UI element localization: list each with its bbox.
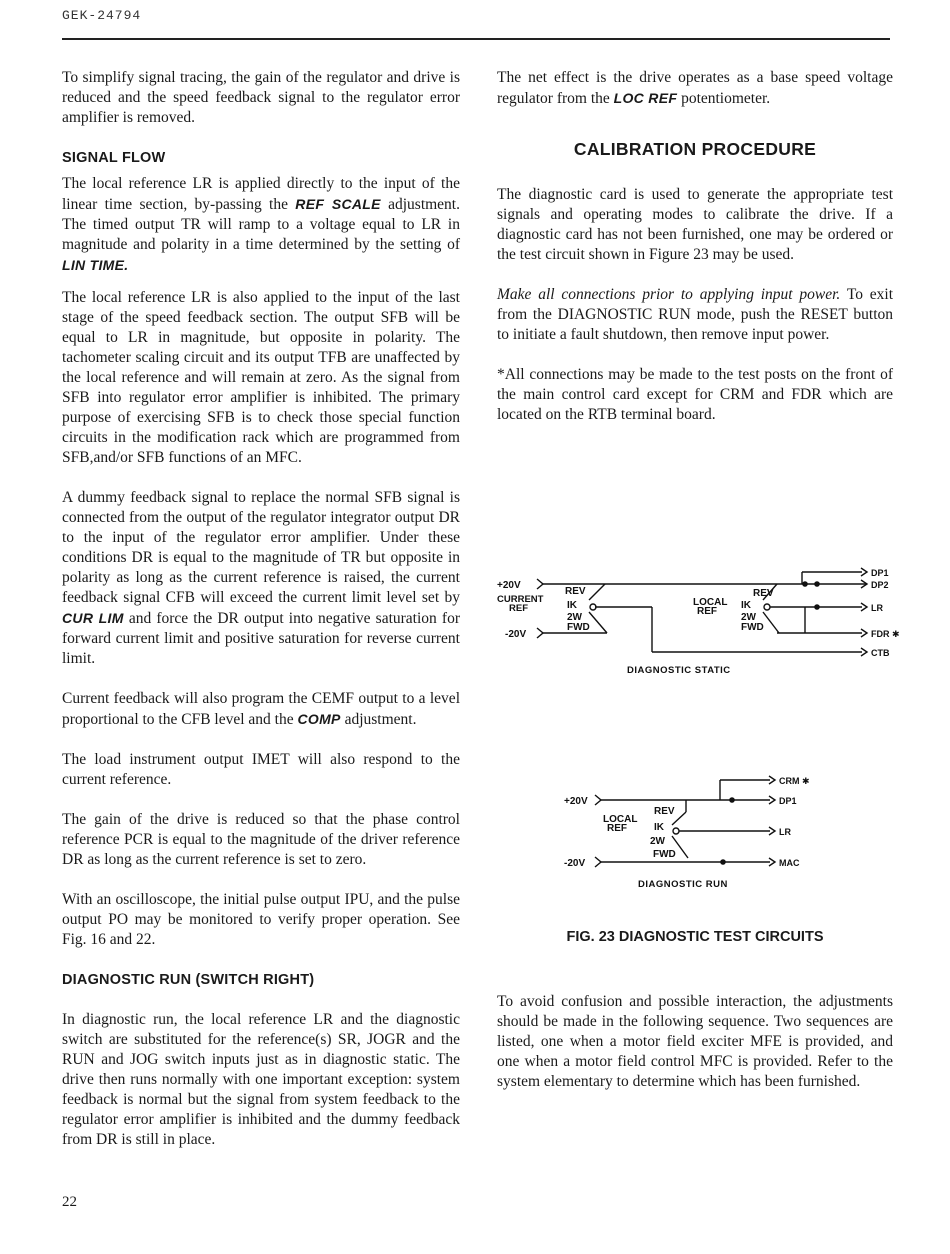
lr-label: LR — [871, 603, 883, 613]
lin-time-control-label: LIN TIME. — [62, 257, 129, 273]
intro-paragraph: To simplify signal tracing, the gain of the regulator and drive is reduced and the speed feedback signal to the regulator error amplifier is removed. — [62, 69, 460, 126]
loc-ref-control-label: LOC REF — [613, 90, 678, 106]
net-effect-paragraph: The net effect is the drive operates as a base speed voltage regulator from the LOC REF potentiometer. — [497, 69, 893, 107]
calibration-paragraph-2: Make all connections prior to applying input power. To exit from the DIAGNOSTIC RUN mode, push the RESET button to initiate a fault shutdown, then remove input power. — [497, 286, 893, 343]
adjustment-sequence-paragraph: To avoid confusion and possible interaction, the adjustments should be made in the following sequence. Two sequences are listed, one when a motor field exciter MFE is provided, and one when a motor field control MFC is provided. Refer to the system elementary to determine which has been furnished. — [497, 993, 893, 1090]
current-ref-label: REF — [509, 603, 528, 614]
right-column — [497, 68, 893, 425]
local-ref-label: REF — [697, 606, 717, 617]
rev-label-left: REV — [565, 586, 586, 597]
diagnostic-run-paragraph: In diagnostic run, the local reference LR and the diagnostic switch are substituted for the reference(s) SR, JOGR and the RUN and JOG switch inputs just as in diagnostic static. The drive then runs normally with one important exception: system feedback is normal but the signal from system feedback to the regulator error amplifier is inhibited and the dummy feedback from DR is still in place. — [62, 1011, 460, 1148]
ik-label-right: IK — [741, 600, 751, 611]
run-local-ref-label: REF — [607, 823, 627, 834]
signal-flow-paragraph-6: The gain of the drive is reduced so that the phase control reference PCR is equal to the magnitude of the driver reference DR as long as the current reference is set to zero. — [62, 811, 460, 868]
ik-label-left: IK — [567, 600, 577, 611]
right-column-bottom — [497, 992, 893, 1092]
ref-scale-control-label: REF SCALE — [295, 196, 381, 212]
comp-control-label: COMP — [297, 711, 341, 727]
diagnostic-static-caption: DIAGNOSTIC STATIC — [627, 665, 731, 676]
calibration-note: *All connections may be made to the test posts on the front of the main control card except for CRM and FDR which are located on the RTB terminal board. — [497, 366, 893, 423]
two-w-label-left: 2W — [567, 612, 582, 623]
fdr-label: FDR ✱ — [871, 629, 900, 639]
run-ik-label: IK — [654, 822, 664, 833]
diagnostic-run-diagram — [560, 770, 860, 895]
signal-flow-paragraph-5: The load instrument output IMET will also respond to the current reference. — [62, 751, 460, 788]
run-fwd-label: FWD — [653, 849, 676, 860]
diagnostic-run-caption: DIAGNOSTIC RUN — [638, 879, 728, 890]
current-label: CURRENT — [497, 594, 544, 605]
dp1-label: DP1 — [871, 568, 889, 578]
calibration-paragraph-1: The diagnostic card is used to generate the appropriate test signals and operating modes to calibrate the drive. If a diagnostic card has not been furnished, one may be ordered or the test circuit shown in Figure 23 may be used. — [497, 186, 893, 263]
run-plus-20v-label: +20V — [564, 796, 588, 807]
run-dp1-label: DP1 — [779, 796, 797, 806]
signal-flow-heading: SIGNAL FLOW — [62, 150, 166, 166]
mac-label: MAC — [779, 858, 800, 868]
plus-20v-label: +20V — [497, 580, 521, 591]
left-column — [62, 68, 460, 1150]
page-number: 22 — [62, 1194, 77, 1210]
minus-20v-label: -20V — [505, 629, 527, 640]
calibration-procedure-heading: CALIBRATION PROCEDURE — [573, 139, 817, 159]
signal-flow-paragraph-3: A dummy feedback signal to replace the normal SFB signal is connected from the output of the regulator integrator output DR to the input of the regulator error amplifier. Under these conditions DR is equal to the magnitude of TR but opposite in polarity as long as the current reference is raised, the current feedback signal CFB will exceed the current limit level set by CUR LIM and force the DR output into negative saturation for forward current limit and positive saturation for reverse current limit. — [62, 489, 460, 667]
signal-flow-paragraph-7: With an oscilloscope, the initial pulse output IPU, and the pulse output PO may be monitored to verify proper operation. See Fig. 16 and 22. — [62, 891, 460, 948]
header-rule — [62, 38, 890, 40]
diagnostic-run-heading: DIAGNOSTIC RUN (SWITCH RIGHT) — [62, 972, 315, 988]
fwd-label-right: FWD — [741, 622, 764, 633]
dp2-label: DP2 — [871, 580, 889, 590]
cur-lim-control-label: CUR LIM — [62, 610, 124, 626]
crm-label: CRM ✱ — [779, 776, 810, 786]
signal-flow-paragraph-4: Current feedback will also program the CEMF output to a level proportional to the CFB level and the COMP adjustment. — [62, 690, 460, 728]
run-lr-label: LR — [779, 827, 791, 837]
run-minus-20v-label: -20V — [564, 858, 586, 869]
figure-caption: FIG. 23 DIAGNOSTIC TEST CIRCUITS — [566, 929, 824, 945]
two-w-label-right: 2W — [741, 612, 756, 623]
run-two-w-label: 2W — [650, 836, 665, 847]
local-label: LOCAL — [693, 597, 728, 608]
run-rev-label: REV — [654, 806, 675, 817]
fwd-label-left: FWD — [567, 622, 590, 633]
ctb-label: CTB — [871, 648, 890, 658]
document-id: GEK-24794 — [62, 8, 142, 23]
rev-label-right: REV — [753, 588, 774, 599]
run-local-label: LOCAL — [603, 814, 638, 825]
diagnostic-static-diagram — [497, 560, 937, 680]
signal-flow-paragraph-2: The local reference LR is also applied to the input of the last stage of the speed feedback section. The output SFB will be equal to LR in magnitude, but opposite in polarity. The tachometer scaling circuit and its output TFB are unaffected by the local reference and will remain at zero. As the signal from SFB into regulator error amplifier is inhibited. The primary purpose of exercising SFB is to check those special function circuits in the modification rack which are programmed from SFB,and/or SFB functions of an MFC. — [62, 289, 460, 466]
signal-flow-paragraph-1: The local reference LR is applied directly to the input of the linear time section, by-passing the REF SCALE adjustment. The timed output TR will ramp to a voltage equal to LR in magnitude and polarity in a time determined by the setting of LIN TIME. — [62, 175, 460, 273]
